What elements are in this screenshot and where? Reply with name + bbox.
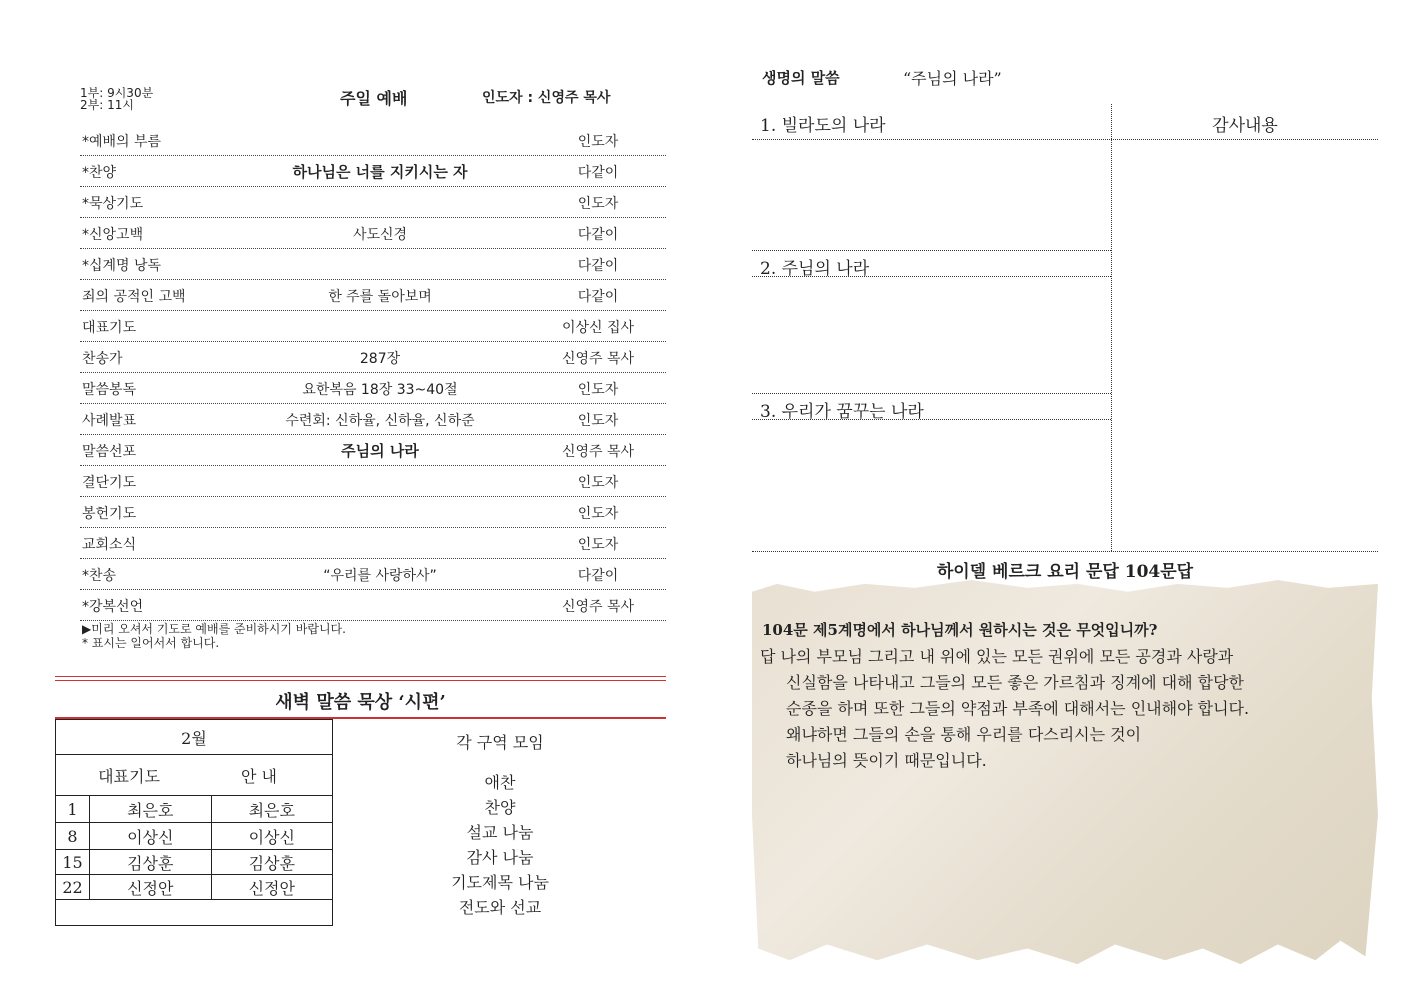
worship-leader-cell: 인도자	[577, 537, 619, 553]
worship-item: 결단기도	[82, 475, 137, 491]
worship-content: 주님의 나라	[341, 442, 419, 460]
worship-leader-cell: 신영주 목사	[561, 599, 635, 615]
worship-leader-cell: 신영주 목사	[561, 444, 635, 460]
worship-item: *찬송	[82, 568, 117, 584]
worship-item: *강복선언	[82, 599, 144, 615]
prayer-cell: 이상신	[90, 823, 212, 850]
worship-row	[80, 404, 666, 435]
sermon-point-3: 3. 우리가 꿈꾸는 나라	[760, 402, 924, 422]
worship-content: 287장	[359, 351, 401, 367]
dotted-line	[752, 393, 1111, 394]
guide-cell: 이상신	[211, 823, 333, 850]
worship-row	[80, 249, 666, 280]
day-cell: 8	[56, 823, 90, 850]
worship-item: *예배의 부름	[82, 134, 162, 150]
worship-row	[80, 342, 666, 373]
worship-leader-cell: 신영주 목사	[561, 351, 635, 367]
meeting-title: 각 구역 모임	[456, 733, 544, 752]
worship-row	[80, 156, 666, 187]
table-row	[56, 875, 333, 900]
worship-item: 교회소식	[82, 537, 137, 553]
sermon-point-1: 1. 빌라도의 나라	[760, 116, 886, 136]
worship-item: *묵상기도	[82, 196, 144, 212]
service-time-2: 2부: 11시	[80, 98, 134, 112]
worship-leader-cell: 다같이	[577, 227, 619, 243]
month-label: 2월	[56, 720, 333, 755]
divider-line	[55, 676, 666, 677]
worship-item: 사례발표	[82, 413, 137, 429]
meeting-item: 기도제목 나눔	[451, 873, 549, 892]
meeting-item: 애찬	[484, 773, 516, 792]
prayer-cell: 최은호	[90, 796, 212, 823]
thanks-header: 감사내용	[1212, 116, 1278, 136]
answer-line: 신실함을 나타내고 그들의 모든 좋은 가르침과 징계에 대해 합당한	[786, 673, 1245, 692]
worship-row	[80, 218, 666, 249]
header-row	[56, 755, 333, 796]
worship-leader-cell: 다같이	[577, 165, 619, 181]
worship-content: 요한복음 18장 33~40절	[302, 382, 458, 398]
worship-item: *십계명 낭독	[82, 258, 162, 274]
table-row	[56, 823, 333, 850]
heidelberg-question: 104문 제5계명에서 하나님께서 원하시는 것은 무엇입니까?	[762, 621, 1158, 639]
worship-item: *찬양	[82, 165, 117, 181]
worship-note-1: ▶미리 오셔서 기도로 예배를 준비하시기 바랍니다.	[82, 622, 346, 636]
col-guide-header: 안 내	[241, 766, 277, 786]
prayer-cell: 신정안	[90, 875, 212, 900]
sermon-title: “주님의 나라”	[903, 69, 1002, 88]
sermon-point-2: 2. 주님의 나라	[760, 259, 870, 279]
worship-content: “우리를 사랑하사”	[323, 568, 437, 584]
dotted-line	[752, 551, 1378, 552]
worship-leader-cell: 이상신 집사	[561, 320, 635, 336]
worship-leader-cell: 다같이	[577, 258, 619, 274]
worship-leader-cell: 인도자	[577, 134, 619, 150]
dotted-line	[752, 419, 1111, 420]
worship-row	[80, 373, 666, 404]
worship-row	[80, 559, 666, 590]
column-divider	[1111, 104, 1112, 551]
worship-row	[80, 280, 666, 311]
answer-line: 순종을 하며 또한 그들의 약점과 부족에 대해서는 인내해야 합니다.	[786, 699, 1250, 718]
worship-leader: 인도자 : 신영주 목사	[482, 90, 611, 106]
worship-row	[80, 466, 666, 497]
day-cell: 15	[56, 850, 90, 875]
worship-item: *신앙고백	[82, 227, 144, 243]
worship-leader-cell: 인도자	[577, 413, 619, 429]
divider-line	[55, 680, 666, 681]
worship-leader-cell: 다같이	[577, 289, 619, 305]
worship-row	[80, 497, 666, 528]
worship-leader-cell: 인도자	[577, 196, 619, 212]
worship-item: 죄의 공적인 고백	[82, 289, 186, 305]
heidelberg-title: 하이델 베르크 요리 문답 104문답	[936, 562, 1194, 582]
worship-row	[80, 311, 666, 342]
worship-item: 말씀봉독	[82, 382, 137, 398]
col-prayer-header: 대표기도	[98, 766, 160, 786]
heidelberg-answer	[760, 644, 1249, 774]
guide-cell: 김상훈	[211, 850, 333, 875]
worship-leader-cell: 인도자	[577, 506, 619, 522]
dawn-title: 새벽 말씀 묵상 ‘시편’	[275, 692, 446, 713]
dotted-line	[752, 250, 1111, 251]
worship-content: 사도신경	[352, 227, 408, 243]
empty-row	[56, 900, 333, 926]
dawn-schedule-table	[55, 719, 333, 926]
worship-row	[80, 435, 666, 466]
worship-item: 찬송가	[82, 351, 123, 367]
worship-content: 수련회: 신하율, 신하율, 신하준	[285, 413, 475, 429]
meeting-item: 설교 나눔	[466, 823, 534, 842]
guide-cell: 신정안	[211, 875, 333, 900]
day-cell: 22	[56, 875, 90, 900]
worship-title: 주일 예배	[340, 89, 408, 108]
worship-item: 말씀선포	[82, 444, 137, 460]
worship-leader-cell: 다같이	[577, 568, 619, 584]
dotted-line	[752, 276, 1111, 277]
meeting-item: 감사 나눔	[466, 848, 534, 867]
worship-note-2: * 표시는 일어서서 합니다.	[82, 636, 220, 650]
answer-line: 하나님의 뜻이기 때문입니다.	[786, 751, 987, 770]
sermon-label: 생명의 말씀	[762, 69, 840, 87]
worship-leader-cell: 인도자	[577, 382, 619, 398]
worship-row	[80, 125, 666, 156]
worship-item: 대표기도	[82, 320, 137, 336]
table-row	[56, 796, 333, 823]
answer-line: 왜냐하면 그들의 손을 통해 우리를 다스리시는 것이	[786, 725, 1142, 744]
worship-row	[80, 528, 666, 559]
worship-item: 봉헌기도	[82, 506, 137, 522]
meeting-item: 전도와 선교	[458, 898, 542, 917]
day-cell: 1	[56, 796, 90, 823]
prayer-cell: 김상훈	[90, 850, 212, 875]
worship-row	[80, 590, 666, 621]
dotted-line	[752, 139, 1378, 140]
worship-content: 하나님은 너를 지키시는 자	[292, 163, 468, 181]
answer-line: 답 나의 부모님 그리고 내 위에 있는 모든 권위에 모든 공경과 사랑과	[760, 647, 1234, 666]
worship-leader-cell: 인도자	[577, 475, 619, 491]
guide-cell: 최은호	[211, 796, 333, 823]
service-time-1: 1부: 9시30분	[80, 86, 154, 100]
meeting-list	[400, 770, 600, 920]
table-row	[56, 850, 333, 875]
worship-row	[80, 187, 666, 218]
meeting-item: 찬양	[484, 798, 516, 817]
worship-content: 한 주를 돌아보며	[328, 289, 432, 305]
